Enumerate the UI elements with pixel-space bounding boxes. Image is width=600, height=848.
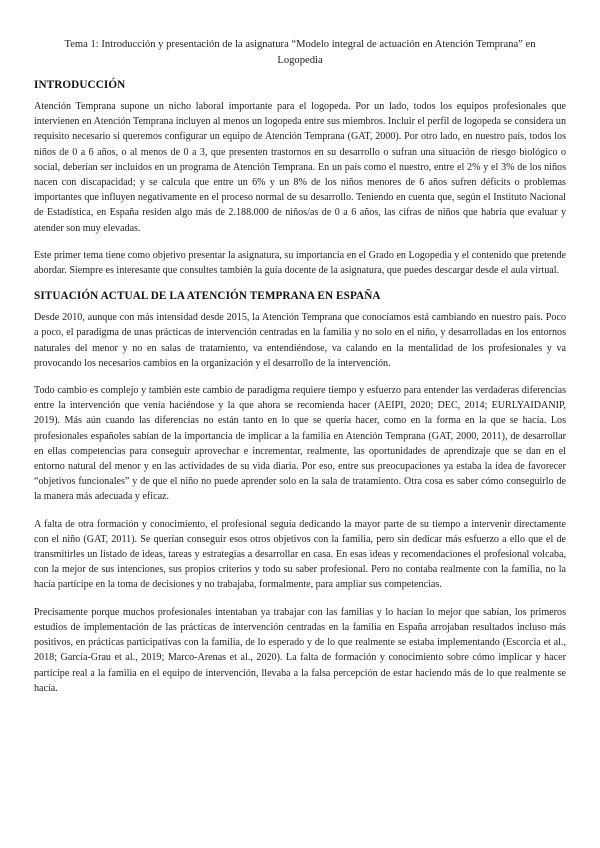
paragraph: Este primer tema tiene como objetivo presentar la asignatura, su importancia en el Grado en Logopedia y el contenido que pretende abordar. Siempre es interesante que consultes también la guía docente de la asignatura, que puedes descargar desde el aula virtual. <box>34 249 566 277</box>
paragraph: Todo cambio es complejo y también este cambio de paradigma requiere tiempo y esfuerzo para entender las verdaderas diferencias entre la intervención que venía haciéndose y la que ahora se recomienda hacer (AEIPI, 2020; DEC, 2014; EURLYAIDANIP, 2019). Más aún cuando las diferencias no están tanto en lo que se quería hacer, como en la forma en la que se hacía. Los profesionales españoles sabían de la importancia de implicar a la familia en Atención Temprana (GAT, 2000, 2011), de desarrollar en ellas competencias para conseguir aprovechar e incrementar, realmente, las oportunidades de aprendizaje que se dan en el entorno natural del menor y en las actividades de su vida diaria. Por eso, entre sus preocupaciones ya estaba la idea de favorecer “objetivos funcionales” y de que el niño no puede aprender solo en la sala de tratamiento. Otra cosa es saber cómo conseguirlo de la manera más adecuada y eficaz. <box>34 385 566 503</box>
paragraph: Atención Temprana supone un nicho laboral importante para el logopeda. Por un lado, todos los equipos profesionales que intervienen en Atención Temprana incluyen al menos un logopeda entre sus miembros. Incluir el perfil de logopeda se considera un requisito necesario si queremos configurar un equipo de Atención Temprana (GAT, 2000). Por otro lado, en nuestro país, todos los niños de 0 a 6 años, o al menos de 0 a 3, que presenten trastornos en su desarrollo o sufran una situación de riesgo biológico o social, deberían ser incluidos en un programa de Atención Temprana. En un país como el nuestro, entre el 2% y el 3% de los niños nacen con discapacidad; y se calcula que entre un 6% y un 8% de los niños menores de 6 años sufren déficits o problemas importantes que influyen negativamente en el proceso normal de su desarrollo. Teniendo en cuenta que, según el Instituto Nacional de Estadística, en España residen algo más de 2.188.000 de niños/as de 0 a 6 años, las cifras de niños que habría que evaluar y atender son muy elevadas. <box>34 101 566 234</box>
paragraph: Precisamente porque muchos profesionales intentaban ya trabajar con las familias y lo hacían lo mejor que sabían, los primeros estudios de implementación de las prácticas de intervención centradas en la familia en España arrojaban resultados incluso más positivos, en prácticas participativas con la familia, de lo esperado y de lo que realmente se estaba implementando (Escorcia et al., 2018; García-Grau et al., 2019; Marco-Arenas et al., 2020). La falta de formación y conocimiento sobre cómo implicar y hacer partícipe real a la familia en el equipo de intervención, llevaba a la falsa percepción de estar haciendo más de lo que realmente se hacía. <box>34 606 566 694</box>
section-heading-introduccion: INTRODUCCIÓN <box>34 79 126 91</box>
section-heading-situacion-actual: SITUACIÓN ACTUAL DE LA ATENCIÓN TEMPRANA EN ESPAÑA <box>34 290 381 303</box>
document-title: Tema 1: Introducción y presentación de la asignatura “Modelo integral de actuación en Atención Temprana” en Logopedia <box>64 39 536 66</box>
paragraph: A falta de otra formación y conocimiento, el profesional seguía dedicando la mayor parte de su tiempo a intervenir directamente con el niño (GAT, 2011). Se querían conseguir esos otros objetivos con la familia, pero sin dedicar más esfuerzo a ello que el de transmitirles un listado de ideas, tareas y estrategias a desarrollar en casa. En esas ideas y recomendaciones el profesional volcaba, con la mejor de sus intenciones, sus propios criterios y todo su saber profesional. Pero no contaba realmente con la familia, no la hacía partícipe en la toma de decisiones y no trabajaba, formalmente, para ampliar sus competencias. <box>34 518 566 591</box>
paragraph: Desde 2010, aunque con más intensidad desde 2015, la Atención Temprana que conocíamos está cambiando en nuestro país. Poco a poco, el paradigma de unas prácticas de intervención centradas en la familia y no solo en el niño, y desarrolladas en los entornos naturales del menor y no en salas de tratamiento, va entendiéndose, va calando en la mentalidad de los profesionales y va provocando los necesarios cambios en la organización y el desarrollo de la intervención. <box>34 312 566 369</box>
